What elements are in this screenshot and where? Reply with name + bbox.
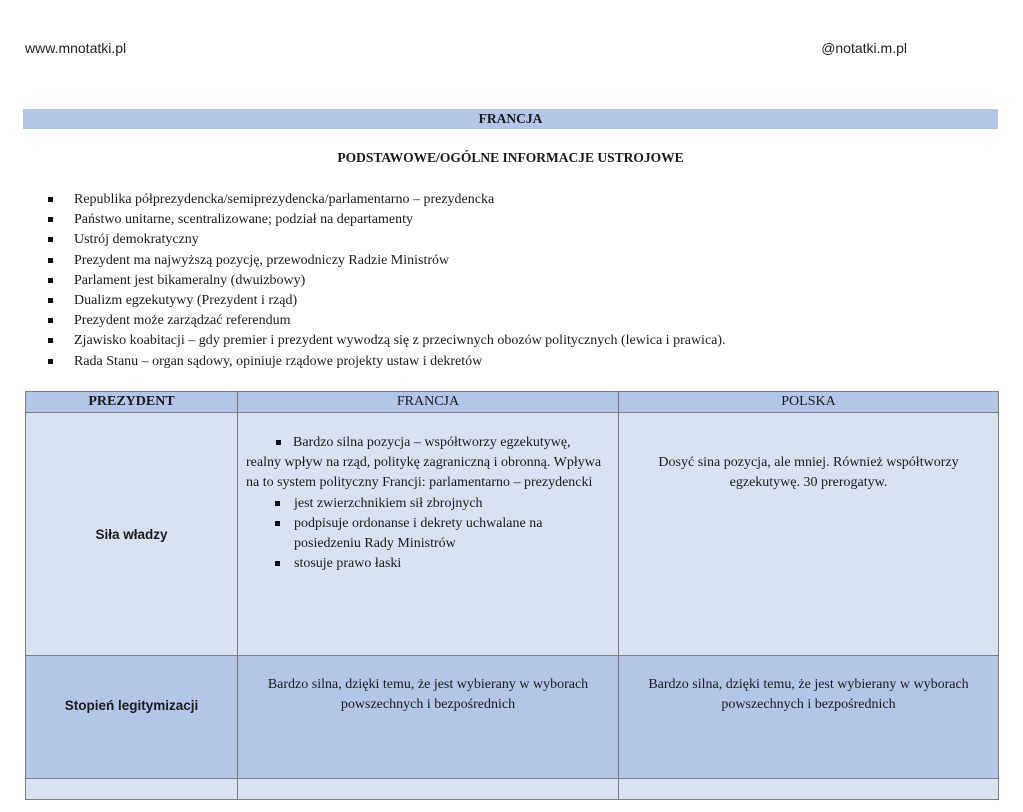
row-label-stopien-legitymizacji: Stopień legitymizacji — [26, 656, 238, 779]
empty-cell — [619, 779, 999, 800]
header-website: www.mnotatki.pl — [25, 40, 127, 56]
cell-polska-legitymizacja: Bardzo silna, dzięki temu, że jest wybierany w wyborach powszechnych i bezpośrednich — [619, 656, 999, 779]
fr-paragraph: realny wpływ na rząd, politykę zagraniczną i obronną. Wpływa na to system polityczny Francji: parlamentarno – prezydencki — [246, 455, 602, 491]
cell-francja-legitymizacja: Bardzo silna, dzięki temu, że jest wybierany w wyborach powszechnych i bezpośrednich — [238, 656, 619, 779]
fr-powers-list — [246, 494, 606, 575]
list-item: Republika półprezydencka/semiprezydencka/parlamentarno – prezydencka — [42, 190, 726, 210]
table-row-empty — [26, 779, 999, 800]
table-row — [26, 413, 999, 656]
list-item: stosuje prawo łaski — [294, 554, 606, 574]
list-item: Prezydent może zarządzać referendum — [42, 311, 726, 331]
header-cell-prezydent: PREZYDENT — [26, 392, 238, 413]
cell-polska-sila-wladzy: Dosyć sina pozycja, ale mniej. Również współtworzy egzekutywę. 30 prerogatyw. — [619, 413, 999, 656]
list-item: podpisuje ordonanse i dekrety uchwalane na posiedzeniu Rady Ministrów — [294, 514, 606, 554]
page-title: FRANCJA — [23, 109, 998, 129]
list-item: Zjawisko koabitacji – gdy premier i prezydent wywodzą się z przeciwnych obozów politycznych (lewica i prawica). — [42, 331, 726, 351]
header-cell-francja: FRANCJA — [238, 392, 619, 413]
empty-cell — [238, 779, 619, 800]
comparison-table — [25, 391, 999, 800]
list-item: Ustrój demokratyczny — [42, 230, 726, 250]
list-item: jest zwierzchnikiem sił zbrojnych — [294, 494, 606, 514]
list-item: Dualizm egzekutywy (Prezydent i rząd) — [42, 291, 726, 311]
row-label-sila-wladzy: Siła władzy — [26, 413, 238, 656]
info-list — [42, 190, 726, 372]
list-item: Prezydent ma najwyższą pozycję, przewodniczy Radzie Ministrów — [42, 251, 726, 271]
list-item: Rada Stanu – organ sądowy, opiniuje rządowe projekty ustaw i dekretów — [42, 352, 726, 372]
section-subtitle: PODSTAWOWE/OGÓLNE INFORMACJE USTROJOWE — [337, 150, 684, 165]
list-item: Państwo unitarne, scentralizowane; podział na departamenty — [42, 210, 726, 230]
list-item: Parlament jest bikameralny (dwuizbowy) — [42, 271, 726, 291]
header-social-handle: @notatki.m.pl — [821, 40, 907, 56]
header-cell-polska: POLSKA — [619, 392, 999, 413]
table-header-row — [26, 392, 999, 413]
cell-francja-sila-wladzy — [238, 413, 619, 656]
fr-first-bullet: Bardzo silna pozycja – współtworzy egzekutywę, — [246, 433, 606, 453]
empty-cell — [26, 779, 238, 800]
table-row — [26, 656, 999, 779]
